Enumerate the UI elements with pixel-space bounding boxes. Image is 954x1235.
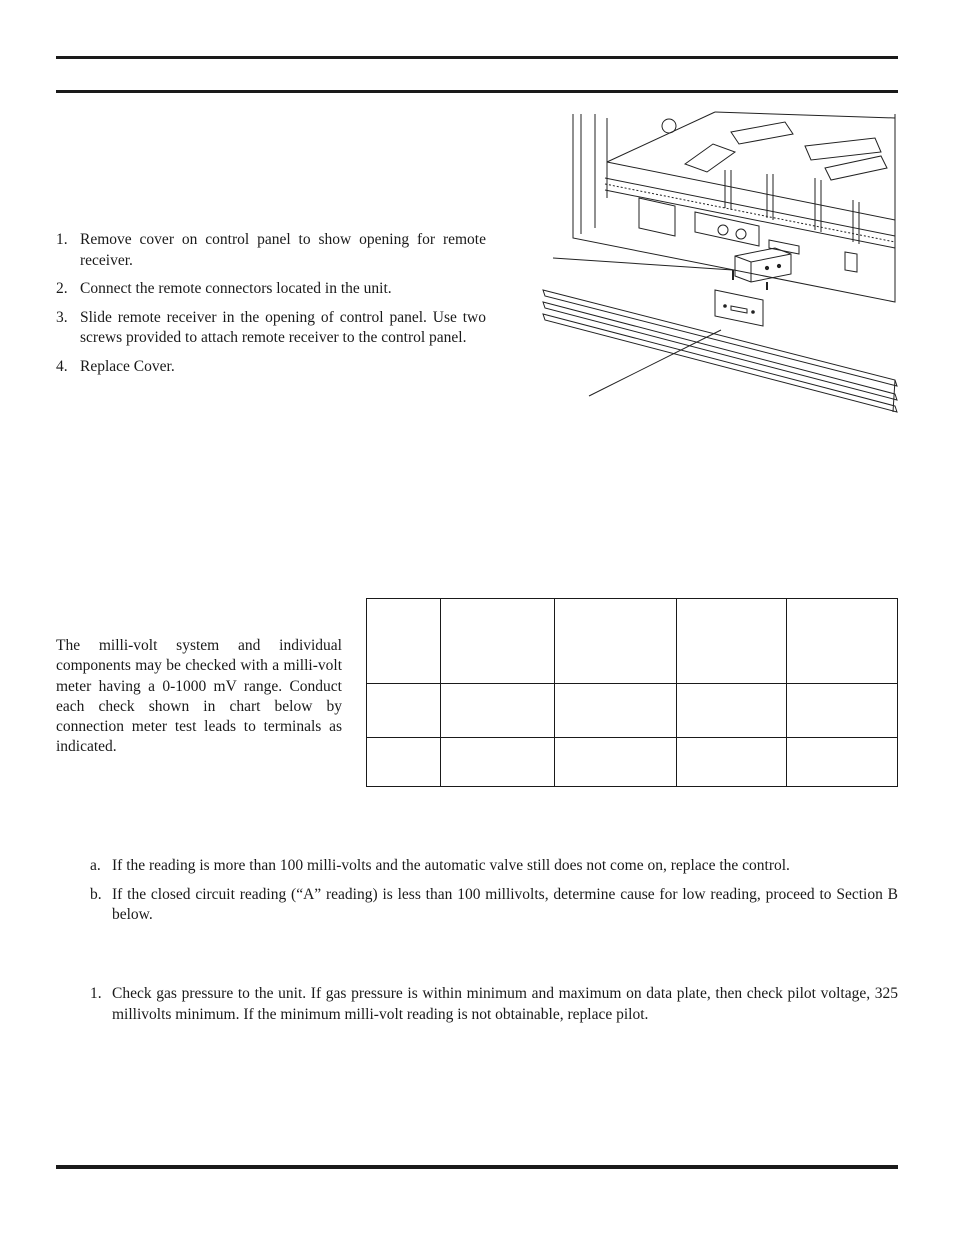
header-rule-bottom — [56, 90, 898, 93]
table-cell — [441, 599, 555, 684]
table-cell — [787, 738, 898, 787]
table-cell — [555, 684, 677, 738]
table-cell — [367, 738, 441, 787]
step-text: Connect the remote connectors located in the unit. — [80, 280, 392, 297]
list-item — [90, 856, 898, 877]
step-number: 2. — [56, 280, 68, 297]
table-cell — [677, 684, 787, 738]
step-number: 4. — [56, 357, 68, 375]
list-item — [56, 357, 486, 378]
table-cell — [555, 738, 677, 787]
step-text: Replace Cover. — [80, 357, 175, 375]
list-item — [56, 279, 486, 300]
list-item — [56, 308, 486, 349]
list-item — [90, 984, 898, 1025]
table-cell — [441, 684, 555, 738]
note-letter: a. — [90, 857, 101, 874]
table-cell — [441, 738, 555, 787]
list-item — [90, 885, 898, 926]
table-row — [367, 738, 898, 787]
footer-rule — [56, 1165, 898, 1169]
table-cell — [367, 599, 441, 684]
section-b-checks — [90, 984, 898, 1025]
note-text: If the reading is more than 100 milli-volts and the automatic valve still does not come on, replace the control. — [112, 857, 790, 874]
step-number: 1. — [56, 231, 68, 248]
note-text: If the closed circuit reading (“A” reading) is less than 100 millivolts, determine cause for low reading, proceed to Section B below. — [112, 885, 898, 923]
table-cell — [787, 599, 898, 684]
note-letter: b. — [90, 885, 102, 903]
millivolt-check-table — [366, 598, 898, 787]
step-text: Slide remote receiver in the opening of control panel. Use two screws provided to attach remote receiver to the control panel. — [80, 308, 486, 346]
check-text: Check gas pressure to the unit. If gas pressure is within minimum and maximum on data plate, then check pilot voltage, 325 millivolts minimum. If the minimum milli-volt reading is not obtainable, replace pilot. — [112, 985, 898, 1023]
table-row — [367, 599, 898, 684]
header-rule-top — [56, 56, 898, 59]
check-number: 1. — [90, 985, 102, 1002]
table-cell — [677, 599, 787, 684]
table-cell — [555, 599, 677, 684]
millivolt-intro-text: The milli-volt system and individual components may be checked with a milli-volt meter having a 0-1000 mV range. Conduct each check shown in chart below by connection meter test leads to terminals as indicated. — [56, 637, 342, 756]
millivolt-notes — [90, 856, 898, 934]
table-cell — [677, 738, 787, 787]
remote-install-steps — [56, 230, 486, 385]
step-text: Remove cover on control panel to show opening for remote receiver. — [80, 231, 486, 269]
table-row — [367, 684, 898, 738]
step-number: 3. — [56, 308, 68, 326]
fireplace-remote-receiver-diagram — [535, 108, 905, 418]
table-cell — [787, 684, 898, 738]
table-cell — [367, 684, 441, 738]
list-item — [56, 230, 486, 271]
